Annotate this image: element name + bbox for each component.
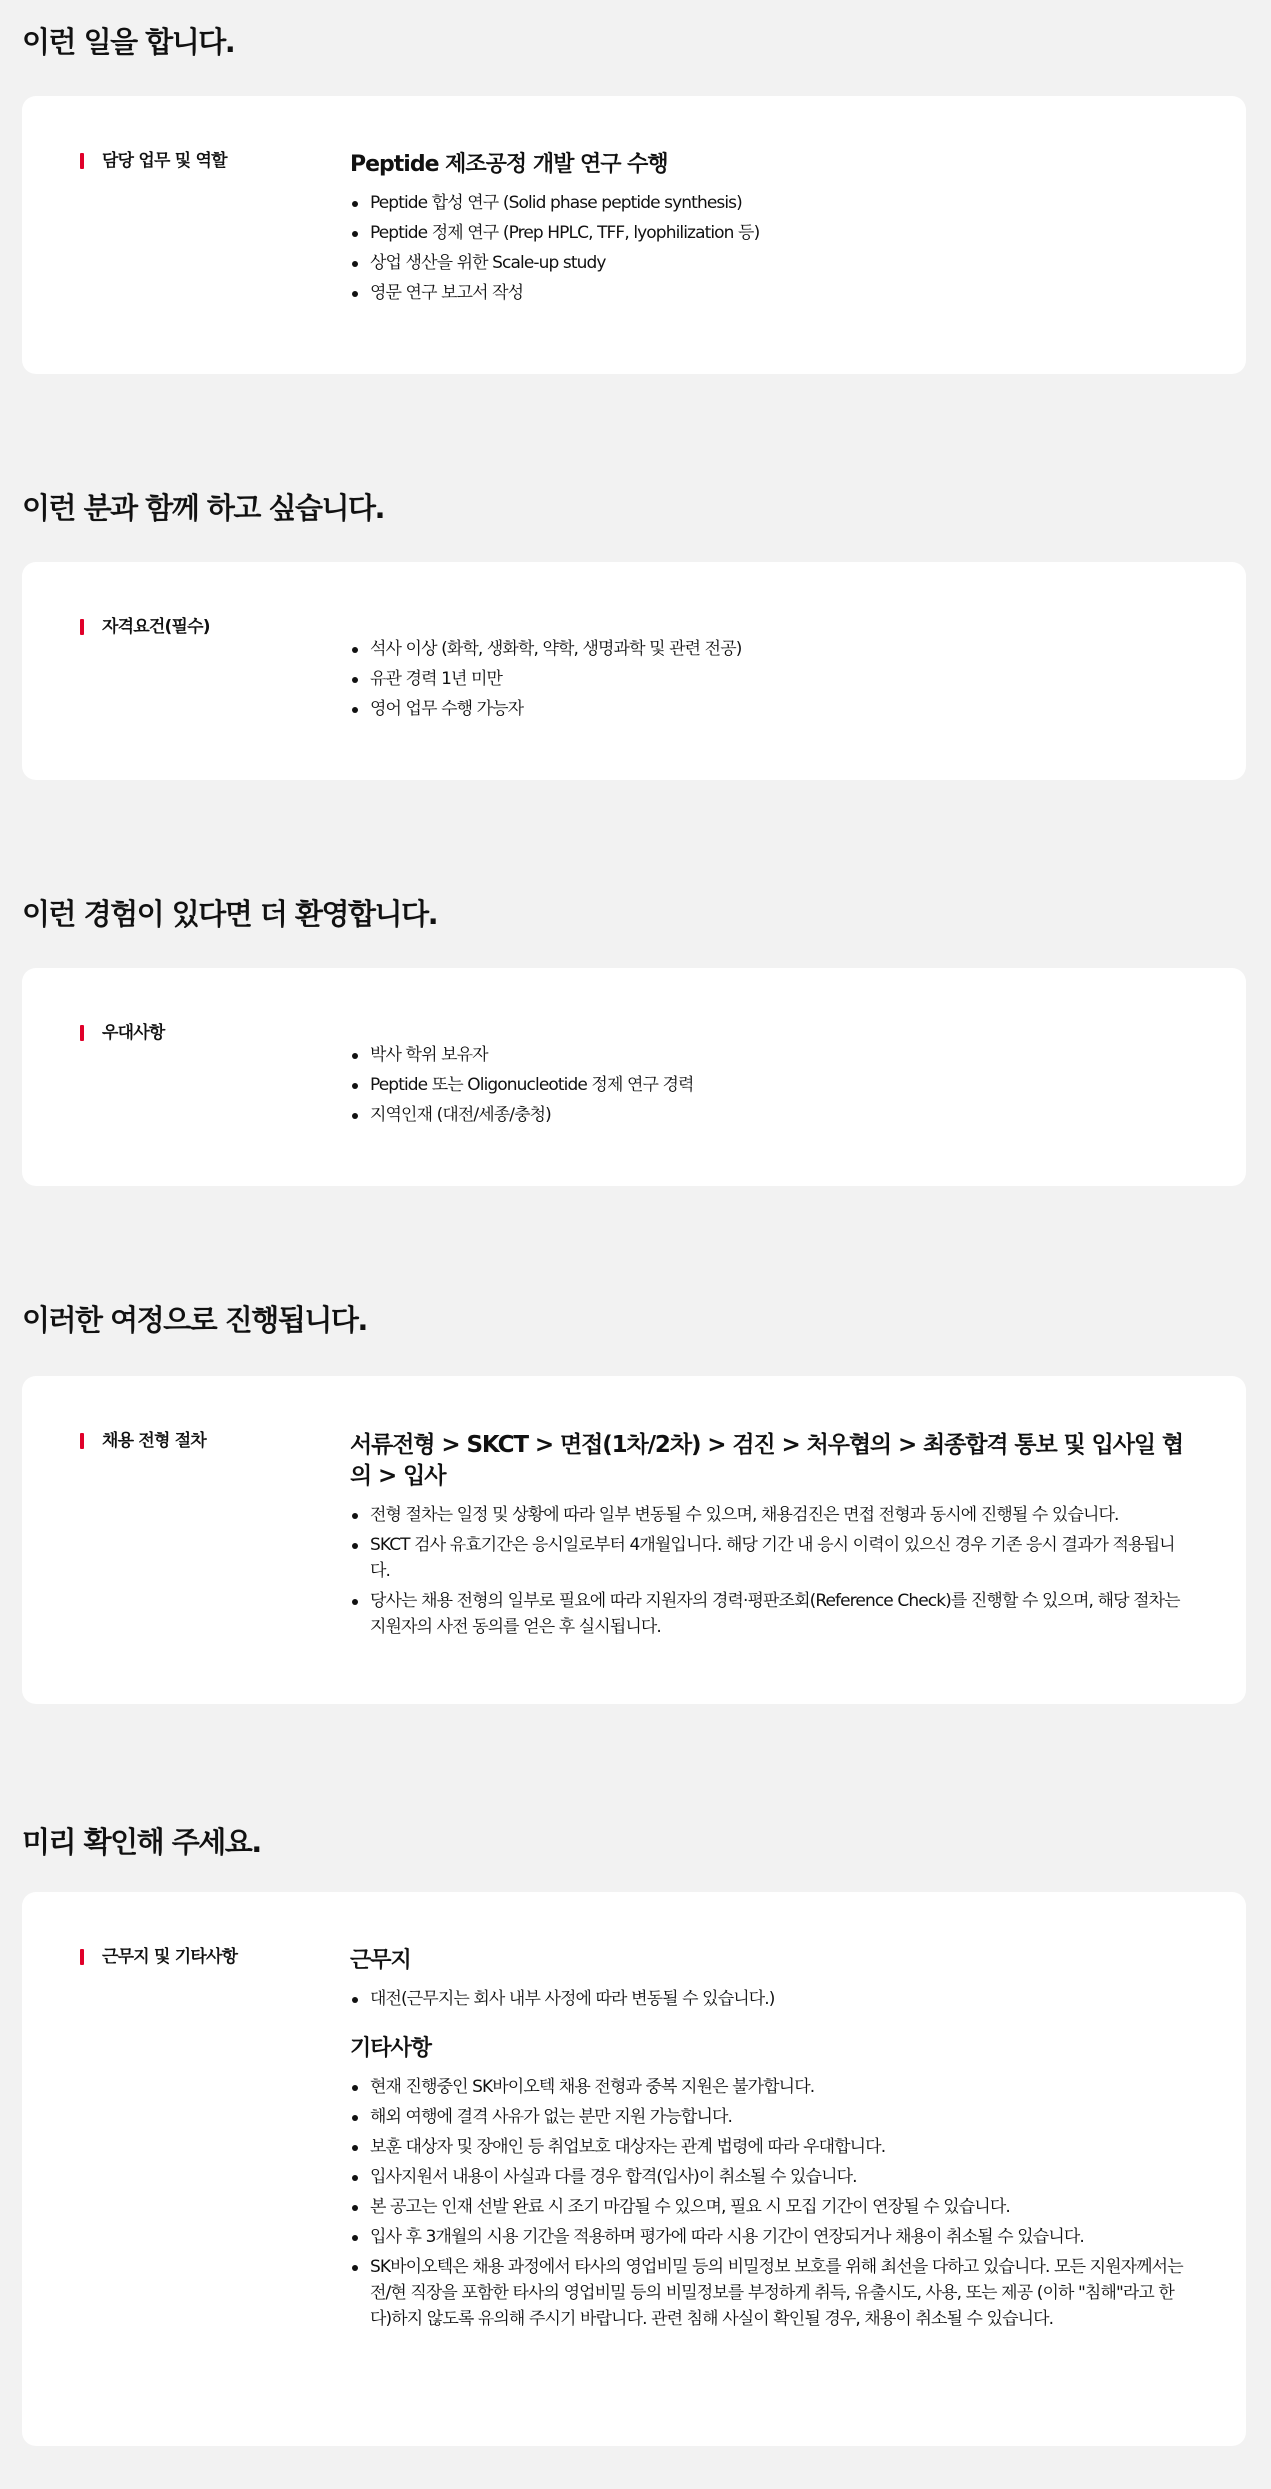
list-item: 본 공고는 인재 선발 완료 시 조기 마감될 수 있으며, 필요 시 모집 기간이 연장될 수 있습니다. bbox=[350, 2194, 1186, 2220]
notice-label: 근무지 및 기타사항 bbox=[80, 1946, 237, 1968]
requirements-content bbox=[350, 636, 1186, 726]
duties-heading: Peptide 제조공정 개발 연구 수행 bbox=[350, 152, 668, 177]
section-title-duties: 이런 일을 합니다. bbox=[22, 25, 235, 59]
list-item: 영문 연구 보고서 작성 bbox=[350, 280, 1186, 306]
list-item: Peptide 또는 Oligonucleotide 정제 연구 경력 bbox=[350, 1072, 1186, 1098]
list-item: 지역인재 (대전/세종/충청) bbox=[350, 1102, 1186, 1128]
section-title-preferred: 이런 경험이 있다면 더 환영합니다. bbox=[22, 897, 438, 931]
list-item: 영어 업무 수행 가능자 bbox=[350, 696, 1186, 722]
notice-card bbox=[22, 1892, 1246, 2446]
process-list bbox=[350, 1502, 1186, 1640]
list-item: 전형 절차는 일정 및 상황에 따라 일부 변동될 수 있으며, 채용검진은 면접 전형과 동시에 진행될 수 있습니다. bbox=[350, 1502, 1186, 1528]
list-item: SK바이오텍은 채용 과정에서 타사의 영업비밀 등의 비밀정보 보호를 위해 최선을 다하고 있습니다. 모든 지원자께서는 전/현 직장을 포함한 타사의 영업비밀 등의 비밀정보를 부정하게 취득, 유출시도, 사용, 또는 제공 (이하 "침해"라고 한다)하지 않도록 유의해 주시기 바랍니다. 관련 침해 사실이 확인될 경우, 채용이 취소될 수 있습니다. bbox=[350, 2254, 1186, 2332]
preferred-label: 우대사항 bbox=[80, 1022, 165, 1044]
preferred-content bbox=[350, 1042, 1186, 1132]
list-item: Peptide 정제 연구 (Prep HPLC, TFF, lyophilization 등) bbox=[350, 220, 1186, 246]
duties-list bbox=[350, 190, 1186, 306]
list-item: SKCT 검사 유효기간은 응시일로부터 4개월입니다. 해당 기간 내 응시 이력이 있으신 경우 기존 응시 결과가 적용됩니다. bbox=[350, 1532, 1186, 1584]
list-item: 유관 경력 1년 미만 bbox=[350, 666, 1186, 692]
section-title-notice: 미리 확인해 주세요. bbox=[22, 1825, 261, 1859]
requirements-label: 자격요건(필수) bbox=[80, 616, 210, 638]
list-item: 보훈 대상자 및 장애인 등 취업보호 대상자는 관계 법령에 따라 우대합니다. bbox=[350, 2134, 1186, 2160]
list-item: 상업 생산을 위한 Scale-up study bbox=[350, 250, 1186, 276]
requirements-card bbox=[22, 562, 1246, 780]
duties-label: 담당 업무 및 역할 bbox=[80, 150, 227, 172]
list-item: 대전(근무지는 회사 내부 사정에 따라 변동될 수 있습니다.) bbox=[350, 1986, 1186, 2012]
list-item: 당사는 채용 전형의 일부로 필요에 따라 지원자의 경력·평판조회(Reference Check)를 진행할 수 있으며, 해당 절차는 지원자의 사전 동의를 얻은 후 실시됩니다. bbox=[350, 1588, 1186, 1640]
list-item: 해외 여행에 결격 사유가 없는 분만 지원 가능합니다. bbox=[350, 2104, 1186, 2130]
preferred-card bbox=[22, 968, 1246, 1186]
section-title-requirements: 이런 분과 함께 하고 싶습니다. bbox=[22, 491, 385, 525]
duties-content bbox=[350, 150, 1186, 310]
requirements-list bbox=[350, 636, 1186, 722]
process-content bbox=[350, 1430, 1186, 1644]
list-item: Peptide 합성 연구 (Solid phase peptide synthesis) bbox=[350, 190, 1186, 216]
workplace-heading: 근무지 bbox=[350, 1948, 411, 1973]
notice-content bbox=[350, 1946, 1186, 2336]
etc-heading: 기타사항 bbox=[350, 2036, 432, 2061]
process-card bbox=[22, 1376, 1246, 1704]
list-item: 입사 후 3개월의 시용 기간을 적용하며 평가에 따라 시용 기간이 연장되거나 채용이 취소될 수 있습니다. bbox=[350, 2224, 1186, 2250]
list-item: 입사지원서 내용이 사실과 다를 경우 합격(입사)이 취소될 수 있습니다. bbox=[350, 2164, 1186, 2190]
workplace-list bbox=[350, 1986, 1186, 2012]
preferred-list bbox=[350, 1042, 1186, 1128]
process-label: 채용 전형 절차 bbox=[80, 1430, 206, 1452]
process-heading: 서류전형 > SKCT > 면접(1차/2차) > 검진 > 처우협의 > 최종합격 통보 및 입사일 협의 > 입사 bbox=[350, 1432, 1183, 1489]
list-item: 현재 진행중인 SK바이오텍 채용 전형과 중복 지원은 불가합니다. bbox=[350, 2074, 1186, 2100]
etc-list bbox=[350, 2074, 1186, 2332]
duties-card bbox=[22, 96, 1246, 374]
section-title-process: 이러한 여정으로 진행됩니다. bbox=[22, 1303, 367, 1337]
list-item: 석사 이상 (화학, 생화학, 약학, 생명과학 및 관련 전공) bbox=[350, 636, 1186, 662]
list-item: 박사 학위 보유자 bbox=[350, 1042, 1186, 1068]
